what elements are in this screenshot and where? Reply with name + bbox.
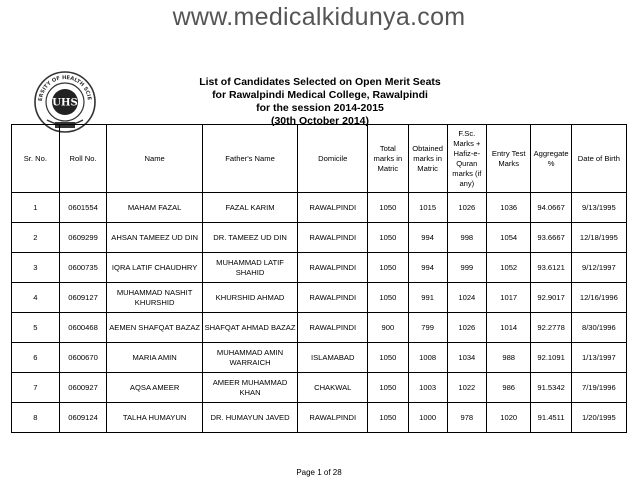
column-header: Father's Name bbox=[202, 125, 297, 193]
table-cell: MUHAMMAD LATIF SHAHID bbox=[202, 253, 297, 283]
table-cell: 1026 bbox=[447, 313, 486, 343]
table-cell: 92.9017 bbox=[531, 283, 571, 313]
column-header: Aggregate % bbox=[531, 125, 571, 193]
table-cell: KHURSHID AHMAD bbox=[202, 283, 297, 313]
table-cell: RAWALPINDI bbox=[298, 223, 368, 253]
seal-arc-text: ERSITY OF HEALTH SCIE bbox=[37, 74, 92, 102]
table-cell: 91.5342 bbox=[531, 373, 571, 403]
table-cell: 5 bbox=[12, 313, 60, 343]
column-header: Roll No. bbox=[59, 125, 107, 193]
table-cell: 1050 bbox=[368, 343, 408, 373]
table-cell: 0600927 bbox=[59, 373, 107, 403]
seal-center-text: UHS bbox=[52, 97, 78, 109]
table-cell: 4 bbox=[12, 283, 60, 313]
table-cell: 9/13/1995 bbox=[571, 193, 626, 223]
table-cell: 1050 bbox=[368, 373, 408, 403]
title-line-1: List of Candidates Selected on Open Merit Seats bbox=[199, 76, 441, 88]
table-cell: 991 bbox=[408, 283, 447, 313]
table-cell: ISLAMABAD bbox=[298, 343, 368, 373]
watermark-text: www.medicalkidunya.com bbox=[172, 3, 466, 31]
table-cell: 9/12/1997 bbox=[571, 253, 626, 283]
table-cell: 1050 bbox=[368, 193, 408, 223]
table-cell: 1008 bbox=[408, 343, 447, 373]
table-header-row bbox=[12, 125, 627, 193]
table-cell: 1026 bbox=[447, 193, 486, 223]
table-cell: 0600670 bbox=[59, 343, 107, 373]
title-line-4: (30th October 2014) bbox=[270, 115, 370, 127]
table-cell: 1052 bbox=[486, 253, 531, 283]
table-cell: AEMEN SHAFQAT BAZAZ bbox=[107, 313, 202, 343]
table-row bbox=[12, 283, 627, 313]
column-header: Total marks in Matric bbox=[368, 125, 408, 193]
table-cell: 1020 bbox=[486, 403, 531, 433]
table-cell: 1003 bbox=[408, 373, 447, 403]
merit-list-table bbox=[11, 124, 627, 433]
table-row bbox=[12, 403, 627, 433]
title-line-2: for Rawalpindi Medical College, Rawalpindi bbox=[212, 89, 428, 101]
table-cell: 7/19/1996 bbox=[571, 373, 626, 403]
table-row bbox=[12, 223, 627, 253]
table-cell: AHSAN TAMEEZ UD DIN bbox=[107, 223, 202, 253]
table-cell: 7 bbox=[12, 373, 60, 403]
table-cell: 1/13/1997 bbox=[571, 343, 626, 373]
table-cell: CHAKWAL bbox=[298, 373, 368, 403]
table-cell: 0609124 bbox=[59, 403, 107, 433]
table-cell: 1 bbox=[12, 193, 60, 223]
table-cell: 93.6667 bbox=[531, 223, 571, 253]
table-cell: 999 bbox=[447, 253, 486, 283]
column-header: F.Sc. Marks + Hafiz-e-Quran marks (if any) bbox=[447, 125, 486, 193]
table-row bbox=[12, 343, 627, 373]
table-cell: 988 bbox=[486, 343, 531, 373]
table-cell: 0600735 bbox=[59, 253, 107, 283]
table-cell: 1017 bbox=[486, 283, 531, 313]
column-header: Entry Test Marks bbox=[486, 125, 531, 193]
table-cell: MARIA AMIN bbox=[107, 343, 202, 373]
table-cell: 0609127 bbox=[59, 283, 107, 313]
table-cell: 0600468 bbox=[59, 313, 107, 343]
table-cell: DR. HUMAYUN JAVED bbox=[202, 403, 297, 433]
table-cell: 0609299 bbox=[59, 223, 107, 253]
table-cell: 94.0667 bbox=[531, 193, 571, 223]
table-cell: 1054 bbox=[486, 223, 531, 253]
table-cell: DR. TAMEEZ UD DIN bbox=[202, 223, 297, 253]
table-cell: 1050 bbox=[368, 403, 408, 433]
table-cell: 998 bbox=[447, 223, 486, 253]
table-cell: RAWALPINDI bbox=[298, 313, 368, 343]
table-cell: RAWALPINDI bbox=[298, 193, 368, 223]
table-cell: 2 bbox=[12, 223, 60, 253]
column-header: Domicile bbox=[298, 125, 368, 193]
table-cell: MAHAM FAZAL bbox=[107, 193, 202, 223]
table-cell: 1/20/1995 bbox=[571, 403, 626, 433]
table-cell: AQSA AMEER bbox=[107, 373, 202, 403]
table-cell: AMEER MUHAMMAD KHAN bbox=[202, 373, 297, 403]
table-row bbox=[12, 373, 627, 403]
table-cell: 8/30/1996 bbox=[571, 313, 626, 343]
page-title bbox=[150, 76, 490, 128]
table-cell: 12/18/1995 bbox=[571, 223, 626, 253]
table-cell: SHAFQAT AHMAD BAZAZ bbox=[202, 313, 297, 343]
title-line-3: for the session 2014-2015 bbox=[256, 102, 384, 114]
table-cell: 1050 bbox=[368, 253, 408, 283]
table-cell: RAWALPINDI bbox=[298, 253, 368, 283]
table-row bbox=[12, 313, 627, 343]
table-cell: 12/16/1996 bbox=[571, 283, 626, 313]
table-cell: 994 bbox=[408, 253, 447, 283]
table-cell: RAWALPINDI bbox=[298, 283, 368, 313]
table-cell: TALHA HUMAYUN bbox=[107, 403, 202, 433]
table-cell: 1022 bbox=[447, 373, 486, 403]
table-cell: 91.4511 bbox=[531, 403, 571, 433]
table-cell: 1000 bbox=[408, 403, 447, 433]
table-cell: 978 bbox=[447, 403, 486, 433]
page-footer: Page 1 of 28 bbox=[296, 468, 342, 477]
table-cell: 994 bbox=[408, 223, 447, 253]
column-header: Name bbox=[107, 125, 202, 193]
table-cell: 92.2778 bbox=[531, 313, 571, 343]
column-header: Obtained marks in Matric bbox=[408, 125, 447, 193]
table-cell: 1050 bbox=[368, 283, 408, 313]
column-header: Sr. No. bbox=[12, 125, 60, 193]
table-cell: 93.6121 bbox=[531, 253, 571, 283]
table-cell: 1024 bbox=[447, 283, 486, 313]
table-cell: 92.1091 bbox=[531, 343, 571, 373]
table-cell: RAWALPINDI bbox=[298, 403, 368, 433]
table-cell: 8 bbox=[12, 403, 60, 433]
column-header: Date of Birth bbox=[571, 125, 626, 193]
table-cell: 0601554 bbox=[59, 193, 107, 223]
table-cell: 1034 bbox=[447, 343, 486, 373]
table-cell: 3 bbox=[12, 253, 60, 283]
table-cell: 986 bbox=[486, 373, 531, 403]
table-cell: IQRA LATIF CHAUDHRY bbox=[107, 253, 202, 283]
table-cell: FAZAL KARIM bbox=[202, 193, 297, 223]
table-cell: 1050 bbox=[368, 223, 408, 253]
table-cell: 799 bbox=[408, 313, 447, 343]
table-cell: 1015 bbox=[408, 193, 447, 223]
table-cell: 1036 bbox=[486, 193, 531, 223]
table-cell: 900 bbox=[368, 313, 408, 343]
table-cell: 6 bbox=[12, 343, 60, 373]
table-cell: MUHAMMAD NASHIT KHURSHID bbox=[107, 283, 202, 313]
table-row bbox=[12, 193, 627, 223]
table-cell: MUHAMMAD AMIN WARRAICH bbox=[202, 343, 297, 373]
table-cell: 1014 bbox=[486, 313, 531, 343]
table-row bbox=[12, 253, 627, 283]
